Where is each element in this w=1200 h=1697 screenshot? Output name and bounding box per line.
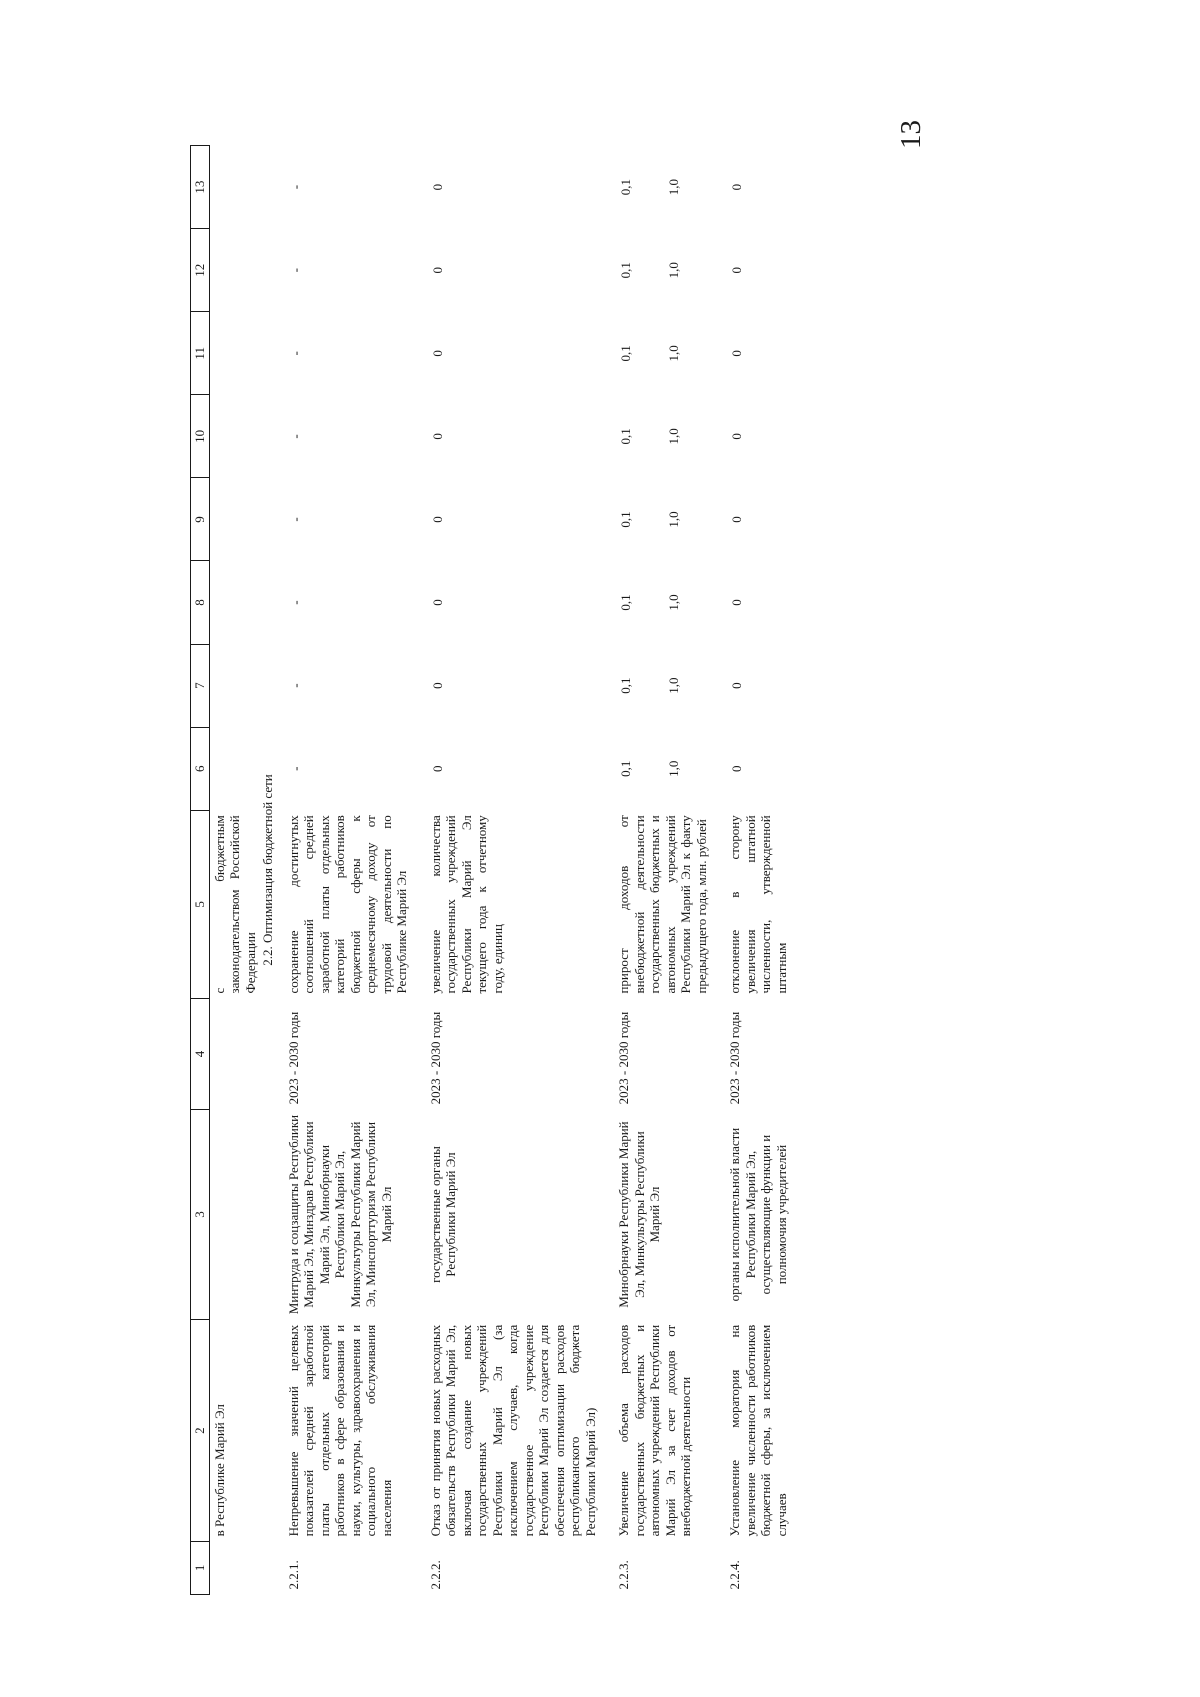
value-cell bbox=[614, 395, 711, 478]
value-a: 0,1 bbox=[618, 594, 633, 611]
table-row bbox=[725, 146, 791, 1595]
value-cell: 0 bbox=[729, 433, 744, 440]
executor-text: государственные органы Республики Марий Эл bbox=[427, 1146, 458, 1283]
page-number: 13 bbox=[895, 120, 927, 149]
value-cell: - bbox=[287, 766, 303, 771]
column-header: 13 bbox=[191, 146, 210, 229]
section-heading-row bbox=[260, 146, 284, 1595]
value-b: 1,0 bbox=[665, 428, 681, 445]
period-text: 2023 - 2030 годы bbox=[727, 1011, 742, 1105]
value-cell: 0 bbox=[429, 599, 445, 606]
measure-text: Установление моратория на увеличение численности работников бюджетной сферы, за исключением случаев bbox=[727, 1324, 789, 1537]
row-number: 2.2.3. bbox=[616, 1560, 631, 1590]
rotated-table-sheet bbox=[190, 145, 1190, 1595]
column-header: 4 bbox=[191, 999, 210, 1110]
indicator-text: прирост доходов от внебюджетной деятельности государственных бюджетных и автономных учреждений Республики Марий Эл к факту предыдущего года, млн. рублей bbox=[616, 815, 709, 994]
column-number-header bbox=[191, 146, 210, 1595]
value-cell: 0 bbox=[729, 266, 744, 274]
value-cell: - bbox=[287, 434, 303, 439]
continuation-row bbox=[209, 146, 260, 1595]
section-title: 2.2. Оптимизация бюджетной сети bbox=[260, 774, 275, 966]
value-cell: 0 bbox=[429, 682, 445, 689]
indicator-text: сохранение достигнутых соотношений средней заработной платы отдельных категорий работников бюджетной сферы к среднемесячному доходу от трудовой деятельности по Республике Марий Эл bbox=[285, 815, 409, 994]
value-cell bbox=[614, 229, 711, 312]
value-a: 0,1 bbox=[618, 760, 633, 777]
value-cell: 0 bbox=[729, 765, 744, 772]
value-cell: - bbox=[287, 517, 303, 522]
measure-text: Непревышение значений целевых показателей средней заработной платы отдельных категорий работников в сфере образования и науки, культуры, здравоохранения и социального обслуживания населения bbox=[285, 1324, 394, 1537]
column-header: 5 bbox=[191, 810, 210, 998]
value-cell bbox=[614, 312, 711, 395]
measures-table bbox=[190, 145, 791, 1595]
value-cell: 0 bbox=[429, 183, 445, 191]
column-header: 9 bbox=[191, 478, 210, 561]
executor-text: Минтруда и соцзащиты Республики Марий Эл, Минздрав Республики Марий Эл, Минобрнауки Республики Марий Эл, Минкультуры Республики Марий Эл, Минспорттуризм Республики Марий Эл bbox=[285, 1114, 394, 1315]
continuation-measure: в Республике Марий Эл bbox=[211, 1404, 227, 1537]
executor-text: Минобрнауки Республики Марий Эл, Минкультуры Республики Марий Эл bbox=[616, 1121, 662, 1308]
value-b: 1,0 bbox=[665, 262, 681, 279]
indicator-text: увеличение количества государственных учреждений Республики Марий Эл текущего года к отчетному году, единиц bbox=[427, 815, 505, 994]
value-cell: - bbox=[287, 184, 303, 190]
value-cell bbox=[614, 644, 711, 727]
executor-text: органы исполнительной власти Республики Марий Эл, осуществляющие функции и полномочия учредителей bbox=[727, 1127, 789, 1302]
value-cell: - bbox=[287, 268, 303, 273]
value-b: 1,0 bbox=[665, 511, 681, 528]
measure-text: Отказ от принятия новых расходных обязательств Республики Марий Эл, включая создание новых государственных учреждений Республики Марий Эл (за исключением случаев, когда государственное учреждение Республики Марий Эл создается для обеспечения оптимизации расходов республиканского бюджета Республики Марий Эл) bbox=[427, 1324, 598, 1537]
value-cell: - bbox=[287, 683, 303, 688]
column-header: 1 bbox=[191, 1541, 210, 1594]
value-cell: - bbox=[287, 351, 303, 356]
value-a: 0,1 bbox=[618, 345, 633, 362]
measure-text: Увеличение объема расходов государственных бюджетных и автономных учреждений Республики Марий Эл за счет доходов от внебюджетной деятельности bbox=[616, 1324, 693, 1537]
table-row bbox=[284, 146, 412, 1595]
column-header: 11 bbox=[191, 312, 210, 395]
row-number: 2.2.2. bbox=[427, 1560, 443, 1590]
indicator-text: отклонение в сторону увеличения штатной численности, утвержденной штатным bbox=[727, 815, 789, 994]
value-cell: 0 bbox=[729, 350, 744, 357]
value-a: 0,1 bbox=[618, 428, 633, 445]
value-a: 0,1 bbox=[618, 511, 633, 528]
row-number: 2.2.4. bbox=[727, 1560, 742, 1590]
column-header: 6 bbox=[191, 727, 210, 810]
period-text: 2023 - 2030 годы bbox=[285, 1011, 301, 1105]
value-cell: 0 bbox=[429, 433, 445, 440]
value-cell bbox=[614, 727, 711, 810]
value-b: 1,0 bbox=[665, 677, 681, 694]
value-cell bbox=[614, 478, 711, 561]
value-cell: 0 bbox=[429, 350, 445, 357]
column-header: 2 bbox=[191, 1320, 210, 1542]
period-text: 2023 - 2030 годы bbox=[616, 1011, 631, 1105]
value-b: 1,0 bbox=[665, 760, 681, 777]
value-cell: 0 bbox=[429, 266, 445, 274]
value-b: 1,0 bbox=[665, 178, 681, 196]
value-cell: 0 bbox=[429, 516, 445, 523]
column-header: 12 bbox=[191, 229, 210, 312]
value-cell: - bbox=[287, 600, 303, 605]
value-cell bbox=[614, 561, 711, 644]
value-cell: 0 bbox=[729, 682, 744, 689]
continuation-indicator: с бюджетным законодательством Российской Федерации bbox=[211, 815, 258, 994]
value-cell: 0 bbox=[729, 599, 744, 606]
table-row bbox=[426, 146, 601, 1595]
value-a: 0,1 bbox=[618, 178, 633, 196]
table-row bbox=[614, 146, 711, 1595]
value-cell: 0 bbox=[729, 516, 744, 523]
column-header: 8 bbox=[191, 561, 210, 644]
column-header: 3 bbox=[191, 1109, 210, 1319]
value-b: 1,0 bbox=[665, 594, 681, 611]
value-a: 0,1 bbox=[618, 262, 633, 279]
value-a: 0,1 bbox=[618, 677, 633, 694]
value-cell: 0 bbox=[729, 183, 744, 191]
row-number: 2.2.1. bbox=[285, 1560, 301, 1590]
column-header: 10 bbox=[191, 395, 210, 478]
value-cell bbox=[614, 146, 711, 229]
column-header: 7 bbox=[191, 644, 210, 727]
period-text: 2023 - 2030 годы bbox=[427, 1011, 443, 1105]
value-b: 1,0 bbox=[665, 345, 681, 362]
value-cell: 0 bbox=[429, 765, 445, 772]
